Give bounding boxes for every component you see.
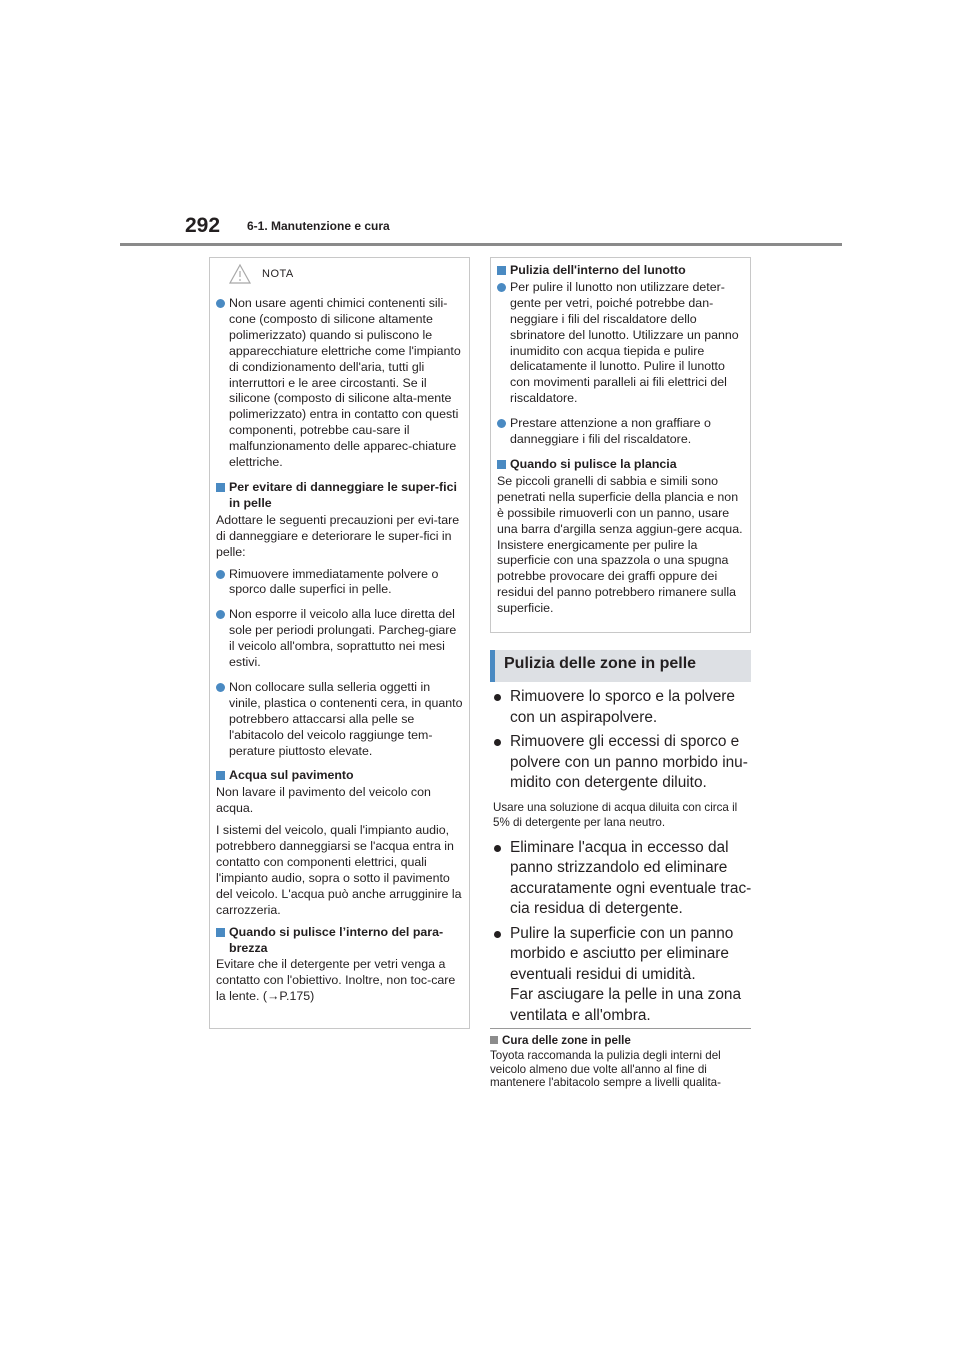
square-bullet-icon bbox=[216, 771, 225, 780]
heading-plancia-text: Quando si pulisce la plancia bbox=[510, 456, 677, 471]
bullet-dot-icon bbox=[494, 845, 501, 852]
header-rule bbox=[120, 243, 842, 246]
page-number: 292 bbox=[185, 214, 221, 237]
step-3: Eliminare l'acqua in eccesso dal panno strizzandolo ed eliminare accuratamente ogni eventuale trac-cia residua di detergente. bbox=[510, 838, 752, 917]
bullet-dot-icon bbox=[216, 570, 225, 579]
parabrezza-paragraph bbox=[216, 957, 463, 1005]
parabrezza-text: Evitare che il detergente per vetri venga a contatto con l'obiettivo. Inoltre, non toc-care la lente. ( bbox=[216, 957, 456, 1004]
pelle-item-2: Non esporre il veicolo alla luce diretta del sole per periodi prolungati. Parcheg-giare il veicolo all'ombra, soprattutto nei mesi estivi. bbox=[229, 607, 457, 670]
square-bullet-icon bbox=[497, 266, 506, 275]
nota-header bbox=[210, 261, 469, 291]
heading-parabrezza bbox=[216, 925, 463, 957]
heading-lunotto bbox=[497, 263, 744, 279]
square-bullet-icon bbox=[497, 460, 506, 469]
section-divider bbox=[490, 1028, 751, 1029]
step-4-extra: Far asciugare la pelle in una zona ventilata e all'ombra. bbox=[510, 986, 742, 1024]
step-4: Pulire la superficie con un panno morbido e asciutto per eliminare eventuali residui di umidità. bbox=[510, 924, 734, 983]
right-box-content bbox=[497, 263, 744, 623]
banner-title: Pulizia delle zone in pelle bbox=[504, 655, 697, 672]
bullet-dot-icon bbox=[216, 683, 225, 692]
lunotto-item-2: Prestare attenzione a non graffiare o danneggiare i fili del riscaldatore. bbox=[510, 416, 711, 447]
lunotto-plancia-box bbox=[490, 257, 751, 633]
nota-item-silicone: Non usare agenti chimici contenenti sili-cone (composto di silicone altamente polimerizzato) quando si puliscono le apparecchiature elettriche come l'impianto di condizionamento dell'aria, tutti gli interruttori e le aree circostanti. Se il silicone (composto di silicone alta-mente polimerizzato) entra in contatto con questi componenti, potrebbe cau-sare il malfunzionamento delle apparec-chiature elettriche. bbox=[229, 296, 461, 470]
cura-section bbox=[490, 1034, 752, 1089]
heading-cura bbox=[490, 1034, 752, 1047]
list-item bbox=[493, 924, 755, 1027]
square-bullet-icon bbox=[216, 483, 225, 492]
heading-acqua-text: Acqua sul pavimento bbox=[229, 768, 354, 783]
page-reference-link[interactable]: P.175) bbox=[279, 989, 315, 1004]
bullet-dot-icon bbox=[216, 610, 225, 619]
list-item bbox=[497, 280, 744, 407]
bullet-dot-icon bbox=[494, 739, 501, 746]
pelle-item-1: Rimuovere immediatamente polvere o sporco dalle superfici in pelle. bbox=[229, 566, 439, 597]
banner-accent-bar bbox=[490, 650, 495, 682]
nota-label: NOTA bbox=[262, 268, 294, 280]
square-bullet-icon bbox=[216, 928, 225, 937]
list-item bbox=[493, 838, 755, 920]
lunotto-item-1: Per pulire il lunotto non utilizzare deter-gente per vetri, poiché potrebbe dan-neggiare i fili del riscaldatore dello sbrinatore del lunotto. Utilizzare un panno inumidito con acqua tiepida e pulire delicatamente il lunotto. Pulire il lunotto con movimenti paralleli ai fili elettrici del riscaldatore. bbox=[510, 279, 739, 406]
acqua-paragraph-2: I sistemi del veicolo, quali l'impianto audio, potrebbero danneggiarsi se l'acqua entra in contatto con componenti elettrici, quali l'impianto audio, sopra o sotto il pavimento del veicolo. L'acqua può anche arrugginire la carrozzeria. bbox=[216, 823, 462, 917]
nota-content bbox=[216, 296, 463, 1011]
list-item bbox=[216, 607, 463, 671]
bullet-dot-icon bbox=[497, 283, 506, 292]
pelle-item-3: Non collocare sulla selleria oggetti in vinile, plastica o contenenti cera, in quanto potrebbero attaccarsi alla pelle se l'abitacolo del veicolo raggiunge tem-perature piuttosto elevate. bbox=[229, 679, 463, 758]
list-item bbox=[493, 732, 755, 794]
list-item bbox=[497, 416, 744, 448]
list-item bbox=[216, 296, 463, 471]
step-1: Rimuovere lo sporco e la polvere con un aspirapolvere. bbox=[510, 688, 735, 726]
heading-pelle bbox=[216, 480, 463, 512]
pelle-intro: Adottare le seguenti precauzioni per evi-tare di danneggiare e deteriorare le super-fici in pelle: bbox=[216, 512, 460, 559]
bullet-dot-icon bbox=[216, 299, 225, 308]
plancia-paragraph: Se piccoli granelli di sabbia e simili sono penetrati nella superficie della plancia e non è possibile rimuoverli con un panno, usare una barra d'argilla senza aggiun-gere acqua. Insistere energicamente per pulire la superficie con una spazzola o una spugna potrebbe provocare dei graffi oppure dei residui del panno potrebbero rimanere sulla superficie. bbox=[497, 473, 743, 616]
list-item bbox=[493, 687, 755, 728]
section-banner bbox=[490, 650, 751, 682]
heading-lunotto-text: Pulizia dell'interno del lunotto bbox=[510, 263, 686, 277]
cura-paragraph: Toyota raccomanda la pulizia degli interni del veicolo almeno due volte all'anno al fine di mantenere l'abitacolo sempre a livelli qualita- bbox=[490, 1049, 721, 1089]
nota-box bbox=[209, 257, 470, 1029]
bullet-dot-icon bbox=[494, 694, 501, 701]
heading-pelle-text: Per evitare di danneggiare le super-fici in pelle bbox=[229, 479, 457, 510]
heading-cura-text: Cura delle zone in pelle bbox=[502, 1034, 631, 1047]
heading-plancia bbox=[497, 457, 744, 473]
heading-acqua bbox=[216, 768, 463, 784]
acqua-paragraph-1: Non lavare il pavimento del veicolo con acqua. bbox=[216, 785, 431, 816]
arrow-right-icon: → bbox=[266, 989, 280, 1004]
warning-triangle-icon bbox=[228, 263, 252, 290]
heading-parabrezza-text: Quando si pulisce l’interno del para-brezza bbox=[229, 924, 444, 955]
square-bullet-icon bbox=[490, 1036, 498, 1044]
step-2: Rimuovere gli eccessi di sporco e polvere con un panno morbido inu-midito con detergente diluito. bbox=[510, 733, 748, 791]
section-title: 6-1. Manutenzione e cura bbox=[247, 219, 390, 233]
bullet-dot-icon bbox=[497, 419, 506, 428]
cleaning-steps bbox=[493, 687, 755, 1030]
list-item bbox=[216, 567, 463, 599]
bullet-dot-icon bbox=[494, 931, 501, 938]
step-note: Usare una soluzione di acqua diluita con circa il 5% di detergente per lana neutro. bbox=[493, 800, 738, 829]
list-item bbox=[216, 680, 463, 760]
